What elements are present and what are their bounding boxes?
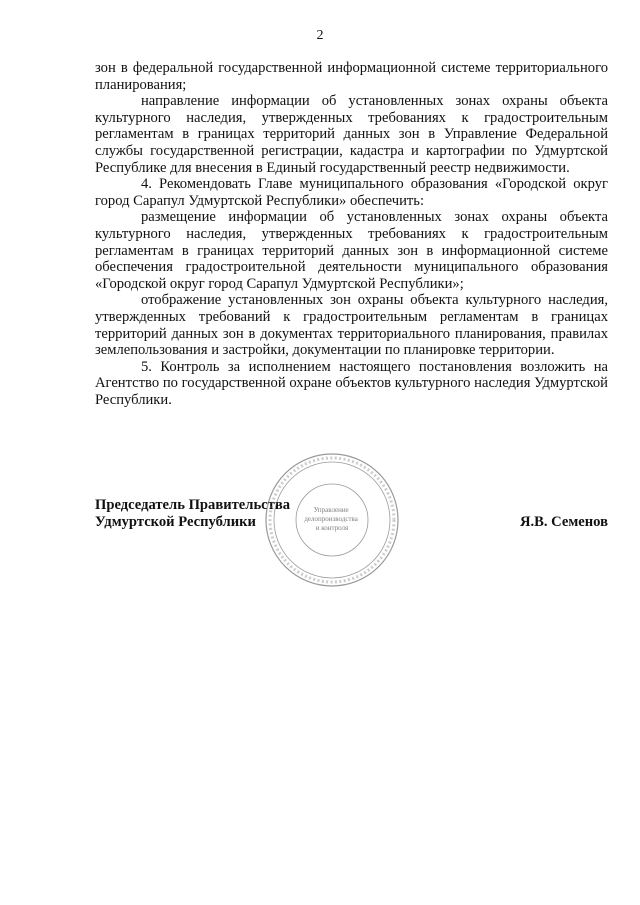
paragraph: размещение информации об установленных зонах охраны объекта культурного наследия, утвержденных требованиях к градостроительным регламентам в границах территорий данных зон в информационной системе обеспечения градостроительной деятельности муниципального образования «Городской округ город Сарапул Удмуртской Республики»;	[95, 209, 608, 292]
paragraph: отображение установленных зон охраны объекта культурного наследия, утвержденных требований к градостроительным регламентам в границах территорий данных зон в документах территориального планирования, правилах землепользования и застройки, документации по планировке территории.	[95, 292, 608, 359]
official-stamp	[262, 450, 402, 590]
paragraph: направление информации об установленных зонах охраны объекта культурного наследия, утвержденных требованиях к градостроительным регламентам в границах территорий данных зон в Управление Федеральной службы государственной регистрации, кадастра и картографии по Удмуртской Республике для внесения в Единый государственный реестр недвижимости.	[95, 93, 608, 176]
signatory-position	[95, 497, 290, 531]
signatory-position-line2: Удмуртской Республики	[95, 514, 256, 530]
page-number: 2	[316, 28, 324, 43]
signatory-position-line1: Председатель Правительства	[95, 497, 291, 513]
paragraph: зон в федеральной государственной информационной системе территориального планирования;	[95, 60, 608, 93]
paragraph: 5. Контроль за исполнением настоящего постановления возложить на Агентство по государственной охране объектов культурного наследия Удмуртской Республики.	[95, 358, 608, 408]
stamp-inner-text: Управление делопроизводства и контроля	[304, 506, 358, 532]
paragraph: 4. Рекомендовать Главе муниципального образования «Городской округ город Сарапул Удмуртской Республики» обеспечить:	[95, 176, 608, 209]
signatory-name: Я.В. Семенов	[519, 514, 608, 530]
document-body	[95, 60, 608, 408]
